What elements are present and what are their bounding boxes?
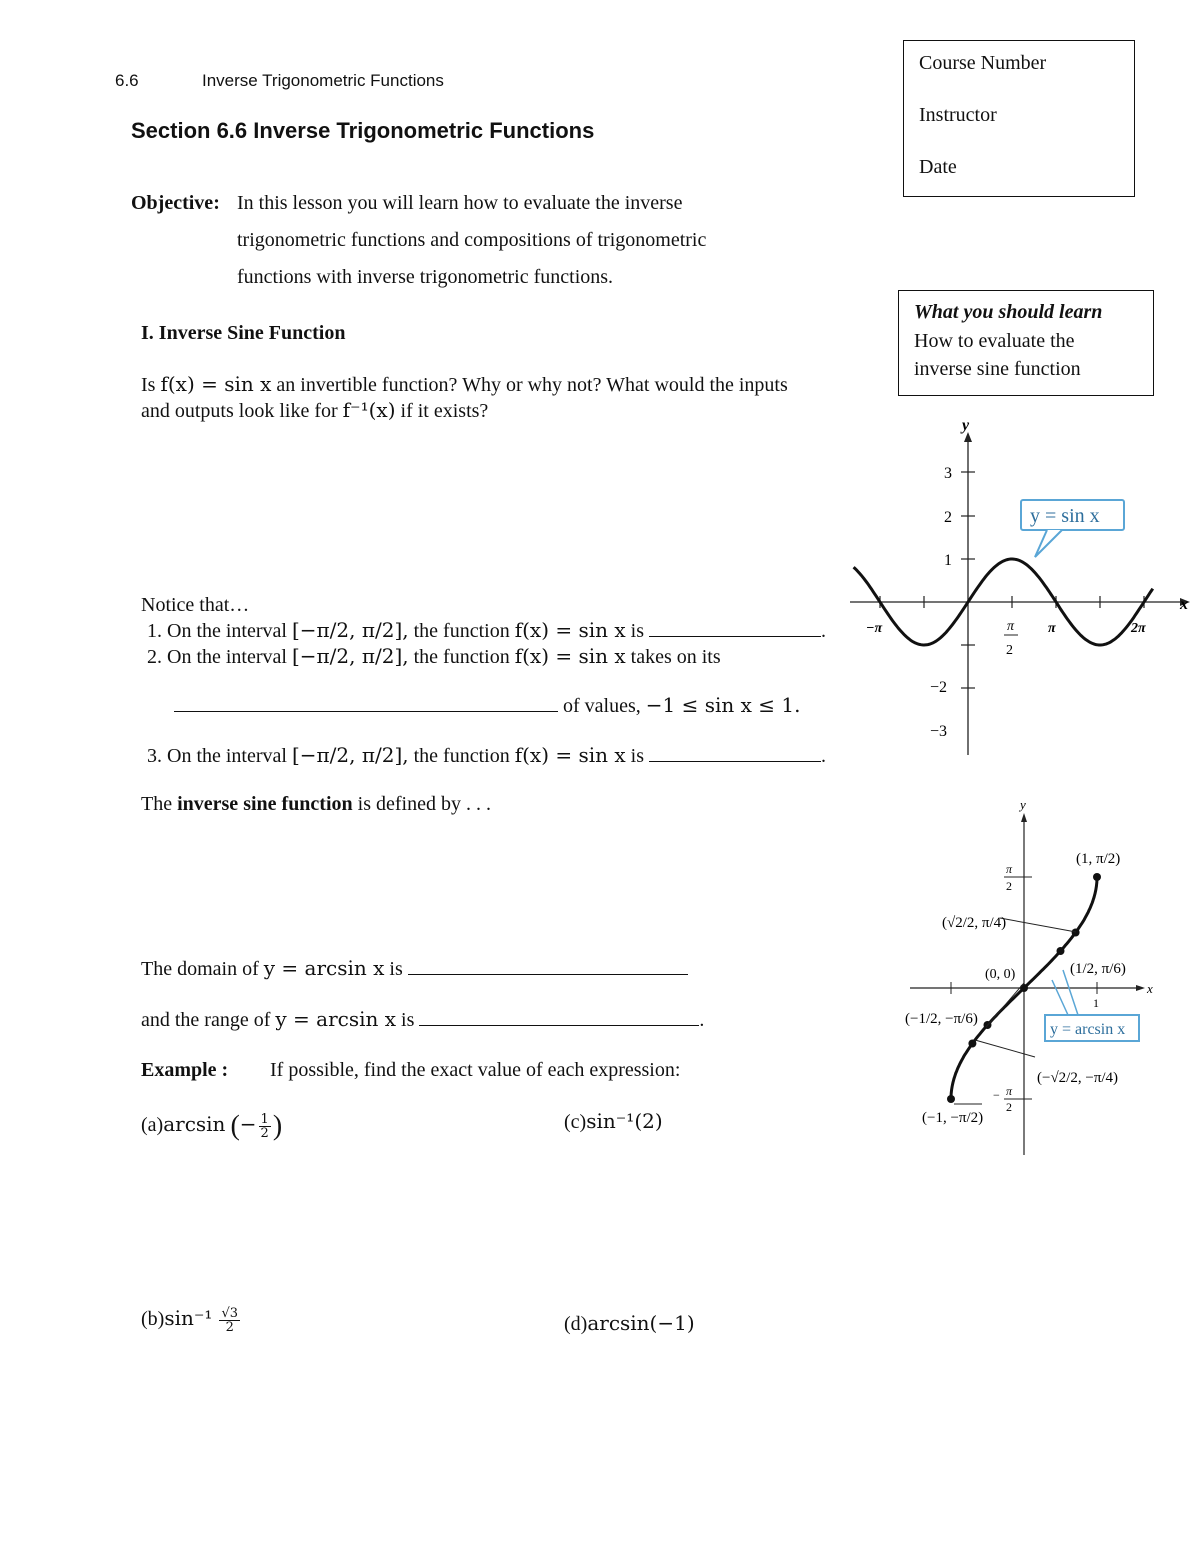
sine-graph — [850, 410, 1195, 760]
arcsin-callout-label: y = arcsin x — [1050, 1021, 1126, 1038]
arcsin-point-label-2: (√2/2, π/4) — [942, 915, 1007, 931]
arcsin-point-label-3: (0, 0) — [985, 967, 1016, 982]
notice-the-function: the function — [413, 646, 510, 668]
notice-interval: [−π/2, π/2], — [291, 743, 409, 767]
notice-interval: [−π/2, π/2], — [291, 618, 409, 642]
question-rest: an invertible function? Why or why not? What would the inputs — [276, 374, 788, 396]
part-b-fn: sin⁻¹ — [164, 1306, 213, 1330]
date-label: Date — [919, 156, 957, 178]
notice-number: 1. — [147, 620, 162, 642]
learn-box — [898, 290, 1154, 396]
domain-expr: y = arcsin x — [263, 956, 385, 980]
range-line: and the range of y = arcsin x is . — [141, 1007, 705, 1031]
blank-2[interactable] — [174, 693, 558, 712]
sine-tick-neg-3: −3 — [930, 723, 948, 740]
objective-line-3: functions with inverse trigonometric functions. — [237, 266, 614, 288]
arcsin-point-1 — [1093, 873, 1101, 881]
range-expr: y = arcsin x — [275, 1007, 397, 1031]
sine-x-axis-label: x — [1180, 596, 1188, 613]
notice-number: 3. — [147, 745, 162, 767]
sine-callout-pointer — [1035, 530, 1062, 557]
arcsin-graph — [900, 795, 1170, 1160]
question-line2-b: if it exists? — [400, 400, 489, 422]
example-part-a: (a)arcsin (− $\frac{1}{2}$ ) — [141, 1110, 283, 1142]
part-a-sign: − — [239, 1112, 257, 1136]
question-line-1 — [141, 372, 788, 397]
notice-on: On the interval — [167, 646, 287, 668]
definition-line — [141, 792, 491, 816]
notice-number: 2. — [147, 646, 162, 668]
notice-item-2 — [147, 644, 721, 669]
notice-fx: f(x) = sin x — [514, 644, 626, 668]
notice-item-2-cont — [174, 693, 800, 718]
part-b-numerator: √3 — [221, 1305, 239, 1321]
part-d-expr: arcsin(−1) — [587, 1311, 695, 1335]
part-c-expr: sin⁻¹(2) — [586, 1109, 663, 1133]
arcsin-x-axis-label: x — [1147, 981, 1153, 996]
objective-label: Objective: — [131, 192, 220, 214]
arcsin-point-7 — [947, 1095, 955, 1103]
sine-tick-pi: π — [1048, 621, 1056, 636]
sine-tick-half-pi-num: π — [1007, 619, 1015, 634]
arcsin-point-label-7: (−1, −π/2) — [922, 1110, 984, 1126]
arcsin-tick-bottom-sign: − — [993, 1088, 1000, 1102]
notice-fx: f(x) = sin x — [514, 618, 626, 642]
learn-box-line-2: inverse sine function — [914, 358, 1081, 380]
arcsin-point-label-6: (−√2/2, −π/4) — [1037, 1070, 1119, 1086]
arcsin-tick-bottom-den: 2 — [1006, 1100, 1012, 1114]
range-blank[interactable] — [419, 1007, 699, 1026]
sine-y-axis-label: y — [962, 417, 970, 434]
notice-is: is — [630, 620, 644, 642]
notice-item-3: 3. On the interval [−π/2, π/2], the function f(x) = sin x is . — [147, 743, 826, 767]
header-section-name: Inverse Trigonometric Functions — [202, 71, 444, 90]
definition-b: is defined by . . . — [357, 793, 491, 815]
arcsin-y-axis-label: y — [1020, 797, 1026, 812]
part-b-label: (b) — [141, 1308, 165, 1330]
sine-tick-2pi: 2π — [1131, 621, 1146, 636]
course-number-label: Course Number — [919, 52, 1047, 74]
definition-term: inverse sine function — [177, 793, 353, 815]
notice-on: On the interval — [167, 620, 287, 642]
part-c-label: (c) — [564, 1111, 587, 1133]
notice-range-expr: −1 ≤ sin x ≤ 1. — [645, 693, 801, 717]
notice-fx: f(x) = sin x — [514, 743, 626, 767]
arcsin-point-3 — [1057, 947, 1065, 955]
arcsin-callout-pointer-2 — [1052, 980, 1068, 1015]
arcsin-tick-top-num: π — [1006, 862, 1013, 876]
part-b-denominator: 2 — [225, 1319, 234, 1335]
header-section-number: 6.6 — [115, 71, 139, 90]
notice-is: is — [630, 745, 644, 767]
arcsin-point-4 — [1020, 984, 1028, 992]
instructor-label: Instructor — [919, 104, 997, 126]
section-heading: I. Inverse Sine Function — [141, 322, 346, 344]
notice-intro: Notice that… — [141, 594, 250, 616]
arcsin-point-label-4: (1/2, π/6) — [1070, 961, 1126, 977]
question-fx: f(x) = sin x — [160, 372, 272, 396]
domain-line — [141, 956, 688, 981]
notice-item-1: 1. On the interval [−π/2, π/2], the function f(x) = sin x is . — [147, 618, 826, 642]
example-part-d — [564, 1311, 695, 1336]
arcsin-tick-bottom-num: π — [1006, 1084, 1013, 1098]
sine-callout-label: y = sin x — [1030, 505, 1100, 527]
notice-the-function: the function — [413, 745, 510, 767]
definition-a: The — [141, 793, 173, 815]
question-is: Is — [141, 374, 156, 396]
part-a-label: (a) — [141, 1114, 164, 1136]
arcsin-tick-x1-label: 1 — [1093, 996, 1099, 1010]
sine-tick-3: 3 — [944, 465, 952, 482]
blank-3[interactable] — [649, 743, 821, 762]
sine-tick-neg-pi: −π — [866, 621, 883, 636]
part-a-numerator: 1 — [260, 1111, 269, 1127]
question-line2-a: and outputs look like for — [141, 400, 338, 422]
arcsin-y-arrow — [1021, 813, 1027, 822]
objective-line-2: trigonometric functions and compositions of trigonometric — [237, 229, 707, 251]
course-info-box — [903, 40, 1135, 197]
range-label: and the range of — [141, 1009, 271, 1031]
range-is: is — [401, 1009, 415, 1031]
arcsin-x-arrow — [1136, 985, 1145, 991]
page-title: Section 6.6 Inverse Trigonometric Functions — [131, 118, 595, 143]
arcsin-tick-top-den: 2 — [1006, 879, 1012, 893]
notice-of-values: of values, — [563, 695, 641, 717]
example-part-c — [564, 1109, 663, 1134]
notice-on: On the interval — [167, 745, 287, 767]
question-finv: f⁻¹(x) — [342, 398, 396, 422]
part-a-fn: arcsin — [163, 1112, 226, 1136]
sine-tick-neg-2: −2 — [930, 679, 948, 696]
notice-the-function: the function — [413, 620, 510, 642]
arcsin-point-6 — [968, 1040, 976, 1048]
sine-tick-1: 1 — [944, 552, 952, 569]
arcsin-point-label-5: (−1/2, −π/6) — [905, 1011, 978, 1027]
notice-takes: takes on its — [630, 646, 721, 668]
sine-tick-half-pi-den: 2 — [1006, 643, 1013, 658]
domain-is: is — [389, 958, 403, 980]
example-part-b — [141, 1306, 242, 1334]
learn-box-heading: What you should learn — [914, 301, 1103, 323]
objective-line-1: In this lesson you will learn how to evaluate the inverse — [237, 192, 683, 214]
part-a-denominator: 2 — [260, 1125, 269, 1141]
learn-box-line-1: How to evaluate the — [914, 330, 1075, 352]
sine-tick-2: 2 — [944, 509, 952, 526]
question-line-2 — [141, 398, 488, 423]
domain-label: The domain of — [141, 958, 259, 980]
arcsin-point-2 — [1072, 929, 1080, 937]
blank-1[interactable] — [649, 618, 821, 637]
arcsin-point-label-1: (1, π/2) — [1076, 851, 1121, 867]
example-label: Example : — [141, 1059, 229, 1081]
notice-interval: [−π/2, π/2], — [291, 644, 409, 668]
example-text: If possible, find the exact value of each expression: — [270, 1059, 681, 1081]
part-d-label: (d) — [564, 1313, 588, 1335]
domain-blank[interactable] — [408, 956, 688, 975]
